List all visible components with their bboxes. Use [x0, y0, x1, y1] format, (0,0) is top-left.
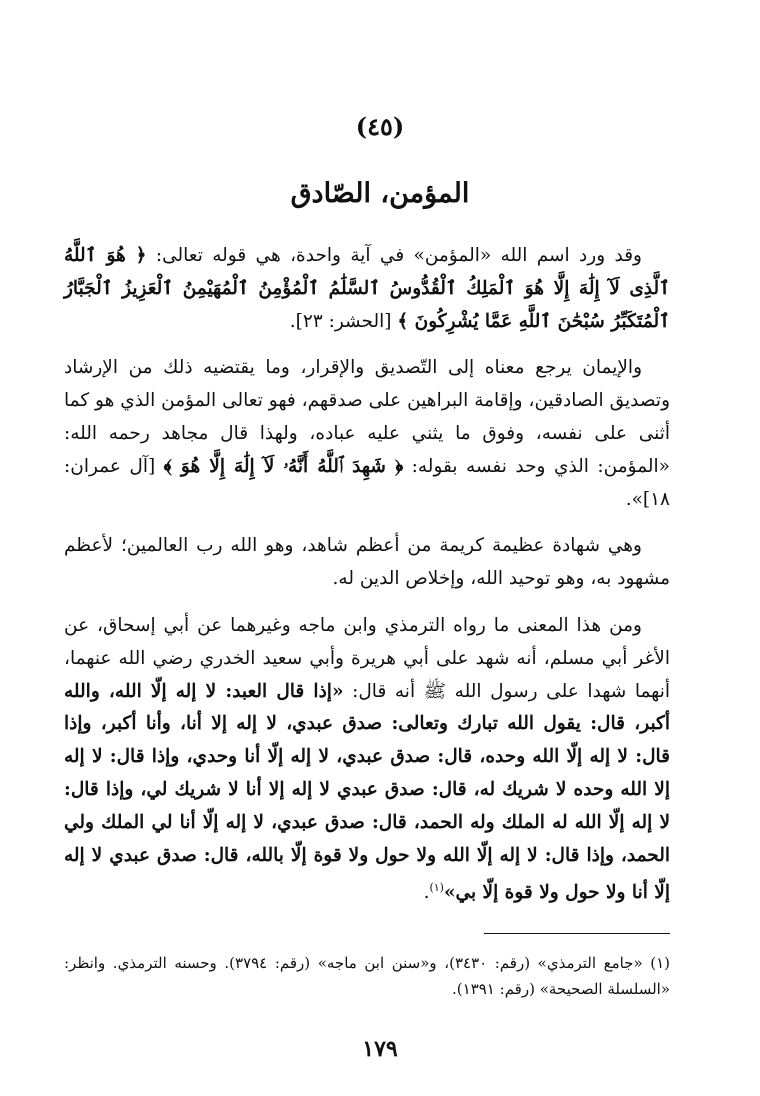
hadith-text: «إذا قال العبد: لا إله إلّا الله، والله أكبر، قال: يقول الله تبارك وتعالى: صدق عبدي، لا إله إلا أنا، وأنا أكبر، وإذا قال: لا إله إلّا الله وحده، قال: صدق عبدي، لا إله إلّا أنا وحدي، وإذا قال: لا إله إلا الله وحده لا شريك له، قال: صدق عبدي لا إله إلا أنا لا شريك لي، وإذا قال: لا إله إلّا الله له الملك وله الحمد، قال: صدق عبدي، لا إله إلّا أنا لي الملك ولي الحمد، وإذا قال: لا إله إلّا الله ولا حول ولا قوة إلّا بالله، قال: صدق عبدي لا إله إلّا أنا ولا حول ولا قوة إلّا بي» [64, 680, 670, 904]
chapter-number: (٤٥) [355, 112, 405, 141]
footnote-marker[interactable]: (١) [429, 881, 444, 895]
verse-reference: [آل عمران: ١٨]». [64, 455, 670, 510]
paragraph-text: وقد ورد اسم الله «المؤمن» في آية واحدة، هي قوله تعالى: [146, 245, 642, 266]
quran-verse: ﴿ شَهِدَ ٱللَّهُ أَنَّهُۥ لَآ إِلَٰهَ إِلَّا هُوَ ﴾ [163, 455, 404, 477]
footnote-divider [484, 933, 670, 934]
paragraph-end: . [423, 882, 430, 904]
footnote-item: (١) «جامع الترمذي» (رقم: ٣٤٣٠)، و«سنن ابن ماجه» (رقم: ٣٧٩٤). وحسنه الترمذي. وانظر: «السلسلة الصحيحة» (رقم: ١٣٩١). [64, 954, 670, 998]
body-text [64, 240, 670, 924]
verse-reference: [الحشر: ٢٣]. [289, 310, 398, 332]
paragraph-verse-intro [64, 240, 670, 338]
paragraph-testimony [64, 530, 670, 596]
page-number: ١٧٩ [362, 1036, 398, 1062]
chapter-title: المؤمن، الصّادق [290, 178, 470, 209]
paragraph-hadith [64, 610, 670, 910]
paragraph-text: والإيمان يرجع معناه إلى التّصديق والإقرار، وما يقتضيه ذلك من الإرشاد وتصديق الصادقين، وإقامة البراهين على صدقهم، فهو تعالى المؤمن الذي هو كما أثنى على نفسه، وفوق ما يثني عليه عباده، ولهذا قال مجاهد رحمه الله: «المؤمن: الذي وحد نفسه بقوله: [64, 357, 670, 477]
paragraph-text: وهي شهادة عظيمة كريمة من أعظم شاهد، وهو الله رب العالمين؛ لأعظم مشهود به، وهو توحيد الله، وإخلاص الدين له. [64, 535, 670, 590]
paragraph-meaning [64, 352, 670, 516]
paragraph-text: ومن هذا المعنى ما رواه الترمذي وابن ماجه وغيرهما عن أبي إسحاق، عن الأغر أبي مسلم، أنه شهد على أبي هريرة وأبي سعيد الخدري رضي الله عنهما، أنهما شهدا على رسول الله ﷺ أنه قال: [64, 614, 670, 702]
quran-verse: ﴿ هُوَ ٱللَّهُ ٱلَّذِى لَآ إِلَٰهَ إِلَّا هُوَ ٱلْمَلِكُ ٱلْقُدُّوسُ ٱلسَّلَٰمُ ٱلْمُؤْمِنُ ٱلْمُهَيْمِنُ ٱلْعَزِيزُ ٱلْجَبَّارُ ٱلْمُتَكَبِّرُ سُبْحَٰنَ ٱللَّهِ عَمَّا يُشْرِكُونَ ﴾ [64, 245, 670, 332]
footnotes [64, 950, 670, 1002]
